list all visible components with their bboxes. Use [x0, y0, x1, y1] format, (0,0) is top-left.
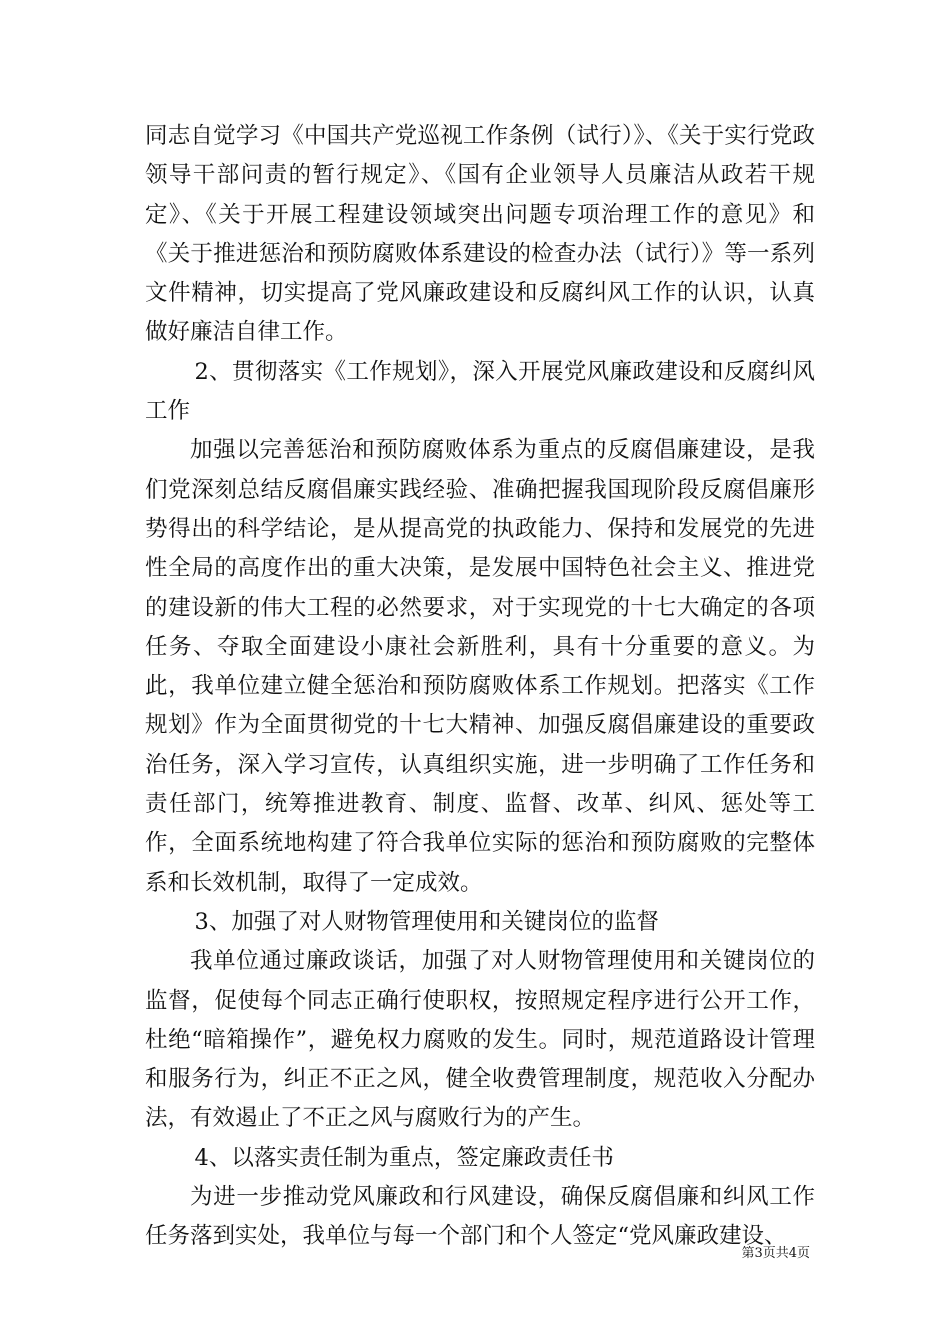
- document-body: [145, 117, 815, 1257]
- paragraph-responsibility: 为进一步推动党风廉政和行风建设，确保反腐倡廉和纠风工作任务落到实处，我单位与每一个部门和个人签定“党风廉政建设、: [145, 1184, 815, 1250]
- section-heading-supervision: 3、加强了对人财物管理使用和关键岗位的监督: [194, 908, 659, 935]
- section-heading-responsibility: 4、以落实责任制为重点，签定廉政责任书: [194, 1144, 614, 1171]
- paragraph-supervision: 我单位通过廉政谈话，加强了对人财物管理使用和关键岗位的监督，促使每个同志正确行使职权，按照规定程序进行公开工作，杜绝“暗箱操作”，避免权力腐败的发生。同时，规范道路设计管理和服务行为，纠正不正之风，健全收费管理制度，规范收入分配办法，有效遏止了不正之风与腐败行为的产生。: [145, 948, 815, 1132]
- paragraph-work-plan: 加强以完善惩治和预防腐败体系为重点的反腐倡廉建设，是我们党深刻总结反腐倡廉实践经验、准确把握我国现阶段反腐倡廉形势得出的科学结论，是从提高党的执政能力、保持和发展党的先进性全局的高度作出的重大决策，是发展中国特色社会主义、推进党的建设新的伟大工程的必然要求，对于实现党的十七大确定的各项任务、夺取全面建设小康社会新胜利，具有十分重要的意义。为此，我单位建立健全惩治和预防腐败体系工作规划。把落实《工作规划》作为全面贯彻党的十七大精神、加强反腐倡廉建设的重要政治任务，深入学习宣传，认真组织实施，进一步明确了工作任务和责任部门，统筹推进教育、制度、监督、改革、纠风、惩处等工作，全面系统地构建了符合我单位实际的惩治和预防腐败的完整体系和长效机制，取得了一定成效。: [145, 437, 815, 896]
- page-number-footer: 第3页共4页: [741, 1246, 810, 1261]
- section-heading-work-plan: 2、贯彻落实《工作规划》，深入开展党风廉政建设和反腐纠风工作: [145, 358, 815, 425]
- paragraph-study-documents: 同志自觉学习《中国共产党巡视工作条例（试行）》、《关于实行党政领导干部问责的暂行规定》、《国有企业领导人员廉洁从政若干规定》、《关于开展工程建设领域突出问题专项治理工作的意见》和《关于推进惩治和预防腐败体系建设的检查办法（试行）》等一系列文件精神，切实提高了党风廉政建设和反腐纠风工作的认识，认真做好廉洁自律工作。: [145, 123, 815, 346]
